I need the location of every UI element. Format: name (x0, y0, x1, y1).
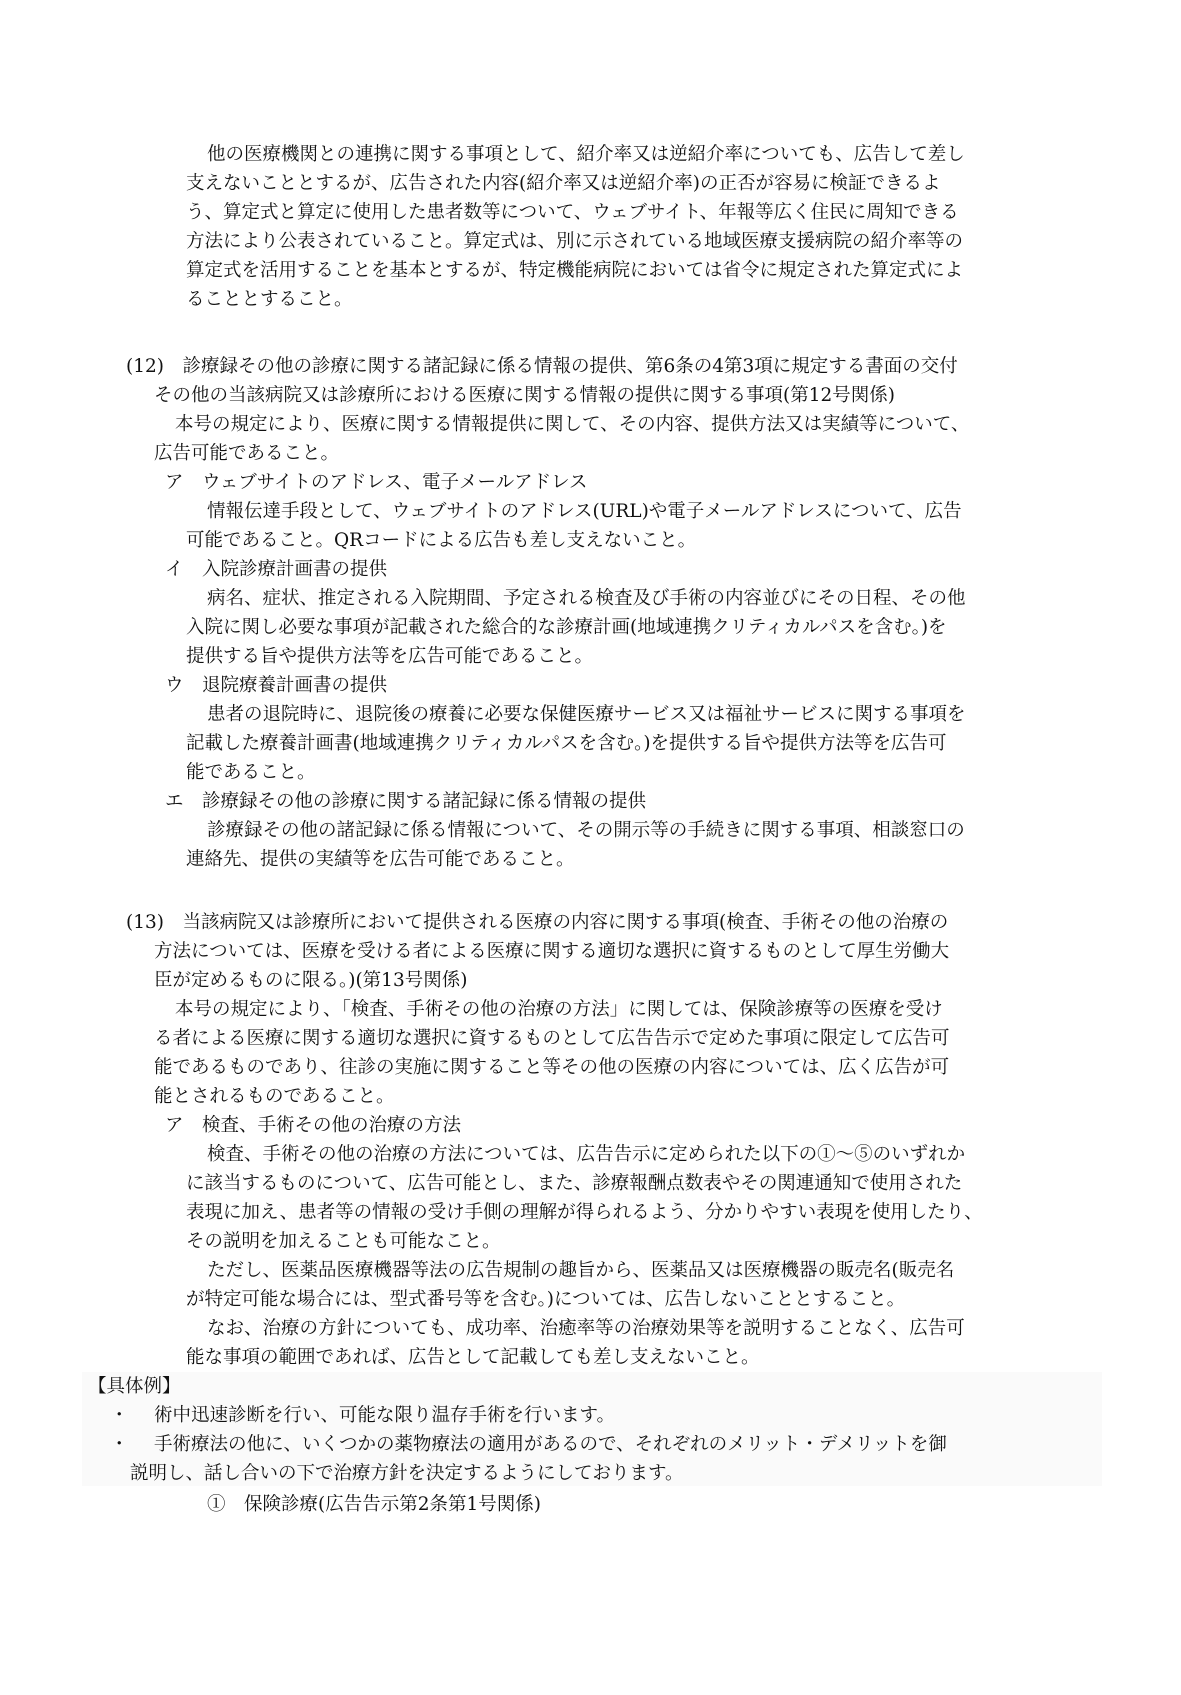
item-a-title: ア ウェブサイトのアドレス、電子メールアドレス (165, 472, 588, 493)
intro-line: ることとすること。 (186, 289, 353, 310)
intro-line: う、算定式と算定に使用した患者数等について、ウェブサイト、年報等広く住民に周知できる (186, 202, 959, 223)
item-13a-text: 表現に加え、患者等の情報の受け手側の理解が得られるよう、分かりやすい表現を使用したり、 (186, 1202, 983, 1223)
item-e-text: 連絡先、提供の実績等を広告可能であること。 (186, 849, 575, 870)
item-u-text: 記載した療養計画書(地域連携クリティカルパスを含む。)を提供する旨や提供方法等を広告可 (186, 733, 947, 754)
section-13-body: 能とされるものであること。 (154, 1086, 395, 1107)
example-text: 手術療法の他に、いくつかの薬物療法の適用があるので、それぞれのメリット・デメリットを御 (154, 1434, 947, 1455)
item-13a-text: に該当するものについて、広告可能とし、また、診療報酬点数表やその関連通知で使用された (186, 1173, 963, 1194)
item-13a-text: なお、治療の方針についても、成功率、治癒率等の治療効果等を説明することなく、広告可 (207, 1318, 965, 1339)
item-i-title: イ 入院診療計画書の提供 (165, 559, 388, 580)
item-13a-text: 検査、手術その他の治療の方法については、広告告示に定められた以下の①～⑤のいずれか (207, 1144, 966, 1165)
intro-line: 支えないこととするが、広告された内容(紹介率又は逆紹介率)の正否が容易に検証できるよ (186, 173, 941, 194)
item-u-text: 患者の退院時に、退院後の療養に必要な保健医療サービス又は福祉サービスに関する事項を (207, 704, 966, 725)
item-a-text: 可能であること。QRコードによる広告も差し支えないこと。 (186, 530, 697, 551)
item-13a-text: ただし、医薬品医療機器等法の広告規制の趣旨から、医薬品又は医療機器の販売名(販売名 (207, 1260, 955, 1281)
intro-line: 算定式を活用することを基本とするが、特定機能病院においては省令に規定された算定式によ (186, 260, 964, 281)
item-e-title: エ 診療録その他の診療に関する諸記録に係る情報の提供 (165, 791, 647, 812)
section-12-heading: (12) 診療録その他の診療に関する諸記録に係る情報の提供、第6条の4第3項に規定する書面の交付 (126, 356, 958, 377)
item-u-title: ウ 退院療養計画書の提供 (165, 675, 388, 696)
intro-line: 方法により公表されていること。算定式は、別に示されている地域医療支援病院の紹介率等の (186, 231, 964, 252)
example-text: 説明し、話し合いの下で治療方針を決定するようにしております。 (130, 1463, 684, 1484)
section-13-heading: (13) 当該病院又は診療所において提供される医療の内容に関する事項(検査、手術その他の治療の (126, 912, 949, 933)
section-12-body: 広告可能であること。 (154, 443, 340, 464)
examples-label: 【具体例】 (88, 1376, 181, 1397)
example-bullet: ・ (110, 1405, 129, 1426)
item-i-text: 提供する旨や提供方法等を広告可能であること。 (186, 646, 594, 667)
example-text: 術中迅速診断を行い、可能な限り温存手術を行います。 (154, 1405, 616, 1426)
section-12-heading: その他の当該病院又は診療所における医療に関する情報の提供に関する事項(第12号関係) (154, 385, 895, 406)
example-bullet: ・ (110, 1434, 129, 1455)
section-13-heading: 方法については、医療を受ける者による医療に関する適切な選択に資するものとして厚生労働大 (154, 941, 950, 962)
section-13-body: 本号の規定により、「検査、手術その他の治療の方法」に関しては、保険診療等の医療を受け (175, 999, 943, 1020)
intro-line: 他の医療機関との連携に関する事項として、紹介率又は逆紹介率についても、広告して差し (207, 144, 965, 165)
section-13-body: る者による医療に関する適切な選択に資するものとして広告告示で定めた事項に限定して広告可 (154, 1028, 950, 1049)
item-e-text: 診療録その他の諸記録に係る情報について、その開示等の手続きに関する事項、相談窓口の (207, 820, 965, 841)
section-12-body: 本号の規定により、医療に関する情報提供に関して、その内容、提供方法又は実績等について、 (175, 414, 970, 435)
item-13a-text: その説明を加えることも可能なこと。 (186, 1231, 501, 1252)
item-13a-title: ア 検査、手術その他の治療の方法 (165, 1115, 462, 1136)
item-i-text: 病名、症状、推定される入院期間、予定される検査及び手術の内容並びにその日程、その他 (207, 588, 966, 609)
item-a-text: 情報伝達手段として、ウェブサイトのアドレス(URL)や電子メールアドレスについて、広告 (207, 501, 962, 522)
section-13-body: 能であるものであり、往診の実施に関すること等その他の医療の内容については、広く広告が可 (154, 1057, 950, 1078)
item-13a-text: が特定可能な場合には、型式番号等を含む。)については、広告しないこととすること。 (186, 1289, 906, 1310)
section-13-heading: 臣が定めるものに限る。)(第13号関係) (154, 970, 468, 991)
item-13a-text: 能な事項の範囲であれば、広告として記載しても差し支えないこと。 (186, 1347, 760, 1368)
item-i-text: 入院に関し必要な事項が記載された総合的な診療計画(地域連携クリティカルパスを含む。)を (186, 617, 947, 638)
item-u-text: 能であること。 (186, 762, 316, 783)
subitem-1: ① 保険診療(広告告示第2条第1号関係) (207, 1494, 541, 1515)
